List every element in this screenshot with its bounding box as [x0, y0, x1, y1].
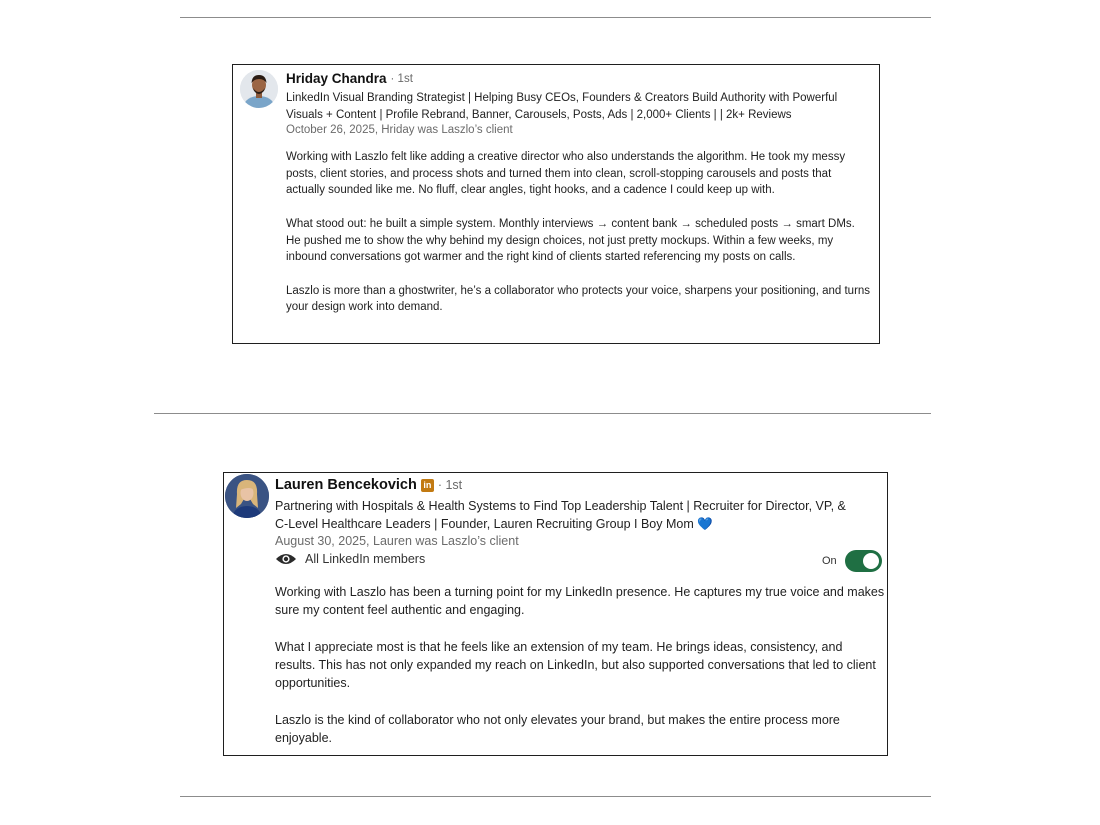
- linkedin-premium-badge-icon: in: [421, 479, 434, 492]
- recommender-name[interactable]: Lauren Bencekovich: [275, 477, 417, 493]
- avatar[interactable]: [240, 70, 278, 108]
- divider-bottom: [180, 796, 931, 797]
- recommendation-paragraph: Working with Laszlo has been a turning point for my LinkedIn presence. He captures my true voice and makes sure my content feel authentic and engaging.: [275, 585, 885, 618]
- recommendation-paragraph: Laszlo is more than a ghostwriter, he’s a collaborator who protects your voice, sharpens your positioning, and turns your design work into demand.: [286, 284, 871, 314]
- toggle-switch[interactable]: [845, 550, 882, 572]
- headline-line: C-Level Healthcare Leaders | Founder, Lauren Recruiting Group I Boy Mom 💙: [275, 517, 713, 531]
- headline-line: Visuals + Content | Profile Rebrand, Banner, Carousels, Posts, Ads | 2,000+ Clients | | 2k+ Reviews: [286, 109, 792, 121]
- name-row: [286, 71, 413, 86]
- visibility-row: [275, 552, 425, 566]
- person-avatar-icon: [240, 70, 278, 108]
- recommender-headline: [286, 90, 876, 124]
- connection-degree: · 1st: [390, 72, 413, 85]
- visibility-toggle[interactable]: [822, 550, 882, 572]
- recommendation-paragraph: What stood out: he built a simple system. Monthly interviews → content bank → scheduled posts → smart DMs. He pushed me to show the why behind my design choices, not just pretty mockups. Within a few weeks, my inbound conversations got warmer and the right kind of clients started referencing my posts on calls.: [286, 217, 855, 264]
- divider-middle: [154, 413, 931, 414]
- connection-degree: · 1st: [437, 478, 463, 492]
- recommendation-text: [275, 583, 885, 748]
- recommendation-paragraph: Laszlo is the kind of collaborator who not only elevates your brand, but makes the entire process more enjoyable.: [275, 713, 840, 746]
- avatar[interactable]: [225, 474, 269, 518]
- recommender-headline: [275, 497, 885, 533]
- eye-icon: [275, 552, 297, 566]
- toggle-knob: [863, 553, 879, 569]
- recommendation-paragraph: Working with Laszlo felt like adding a creative director who also understands the algorithm. He took my messy posts, client stories, and process shots and turned them into clean, scroll-stopping carousels and posts that actually sounded like me. No fluff, clear angles, tight hooks, and a cadence I could keep up with.: [286, 151, 846, 197]
- recommender-name[interactable]: Hriday Chandra: [286, 71, 387, 86]
- headline-line: LinkedIn Visual Branding Strategist | Helping Busy CEOs, Founders & Creators Build Authority with Powerful: [286, 92, 838, 104]
- recommendation-text: [286, 149, 871, 316]
- divider-top: [180, 17, 931, 18]
- name-row: [275, 477, 462, 493]
- recommendation-card-lauren: [223, 472, 888, 756]
- recommendation-card-hriday: [232, 64, 880, 344]
- person-avatar-icon: [225, 474, 269, 518]
- headline-line: Partnering with Hospitals & Health Systems to Find Top Leadership Talent | Recruiter for Director, VP, &: [275, 499, 846, 513]
- visibility-label: All LinkedIn members: [305, 552, 426, 566]
- toggle-label: On: [822, 555, 837, 567]
- recommendation-paragraph: What I appreciate most is that he feels like an extension of my team. He brings ideas, consistency, and results. This has not only expanded my reach on LinkedIn, but also supported conversations that led to client opportunities.: [275, 639, 876, 691]
- recommendation-date: October 26, 2025, Hriday was Laszlo’s client: [286, 124, 513, 136]
- recommendation-date: August 30, 2025, Lauren was Laszlo’s client: [275, 534, 519, 548]
